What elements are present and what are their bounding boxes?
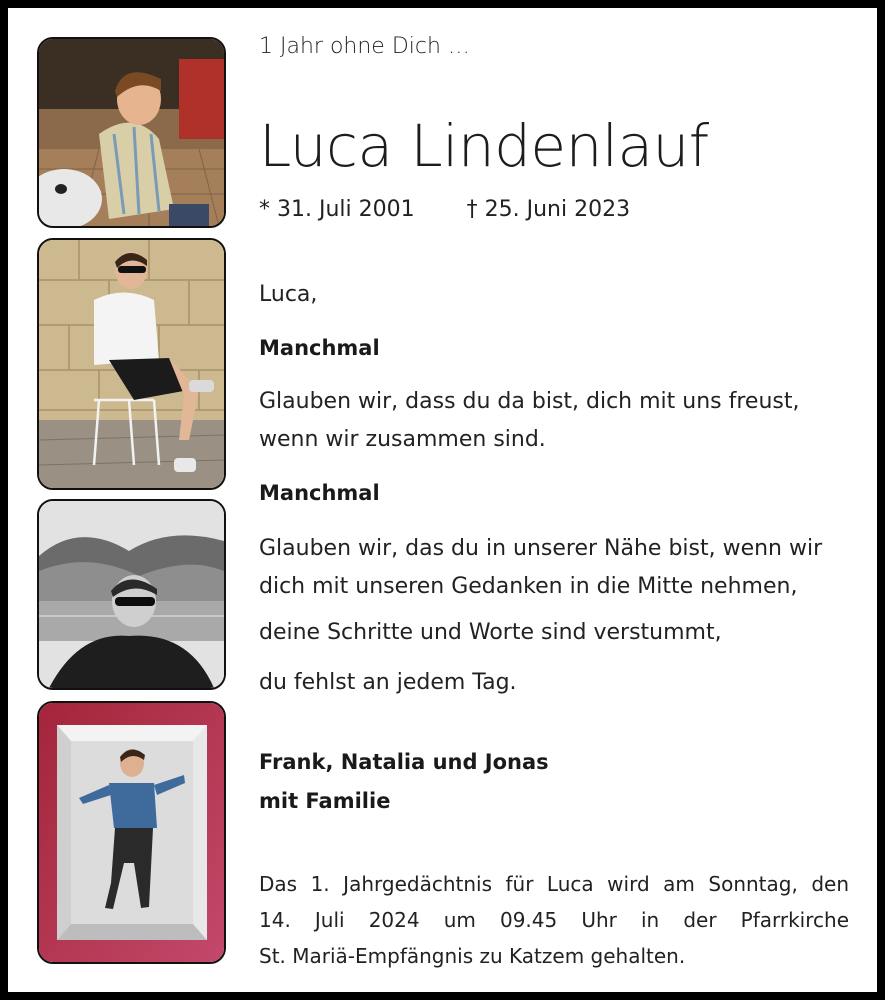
stanza1-heading: Manchmal	[259, 336, 380, 360]
life-dates	[259, 197, 849, 222]
birth-date: * 31. Juli 2001	[259, 197, 415, 222]
salutation: Luca,	[259, 282, 318, 307]
stanza2-line1: Glauben wir, das du in unserer Nähe bist, wenn wir	[259, 536, 823, 561]
notice-line2: 14. Juli 2024 um 09.45 Uhr in der Pfarrkirche	[259, 908, 849, 932]
photo-seated	[37, 238, 226, 490]
stanza1-line2: wenn wir zusammen sind.	[259, 427, 546, 452]
family-line2: mit Familie	[259, 789, 391, 813]
notice-line3: St. Mariä-Empfängnis zu Katzem gehalten.	[259, 944, 686, 968]
stanza2-heading: Manchmal	[259, 481, 380, 505]
stanza1-line1: Glauben wir, dass du da bist, dich mit uns freust,	[259, 389, 800, 414]
stanza2-line4: du fehlst an jedem Tag.	[259, 670, 517, 695]
photo-lake-selfie	[37, 499, 226, 690]
photo-child	[37, 37, 226, 228]
death-date: † 25. Juni 2023	[466, 197, 631, 222]
photo-box	[37, 701, 226, 964]
deceased-name: Luca Lindenlauf	[259, 112, 709, 180]
stanza2-line2: dich mit unseren Gedanken in die Mitte nehmen,	[259, 574, 798, 599]
stanza2-line3: deine Schritte und Worte sind verstummt,	[259, 620, 722, 645]
notice-line1: Das 1. Jahrgedächtnis für Luca wird am Sonntag, den	[259, 872, 849, 896]
family-line1: Frank, Natalia und Jonas	[259, 750, 549, 774]
intro-line: 1 Jahr ohne Dich …	[259, 34, 470, 59]
